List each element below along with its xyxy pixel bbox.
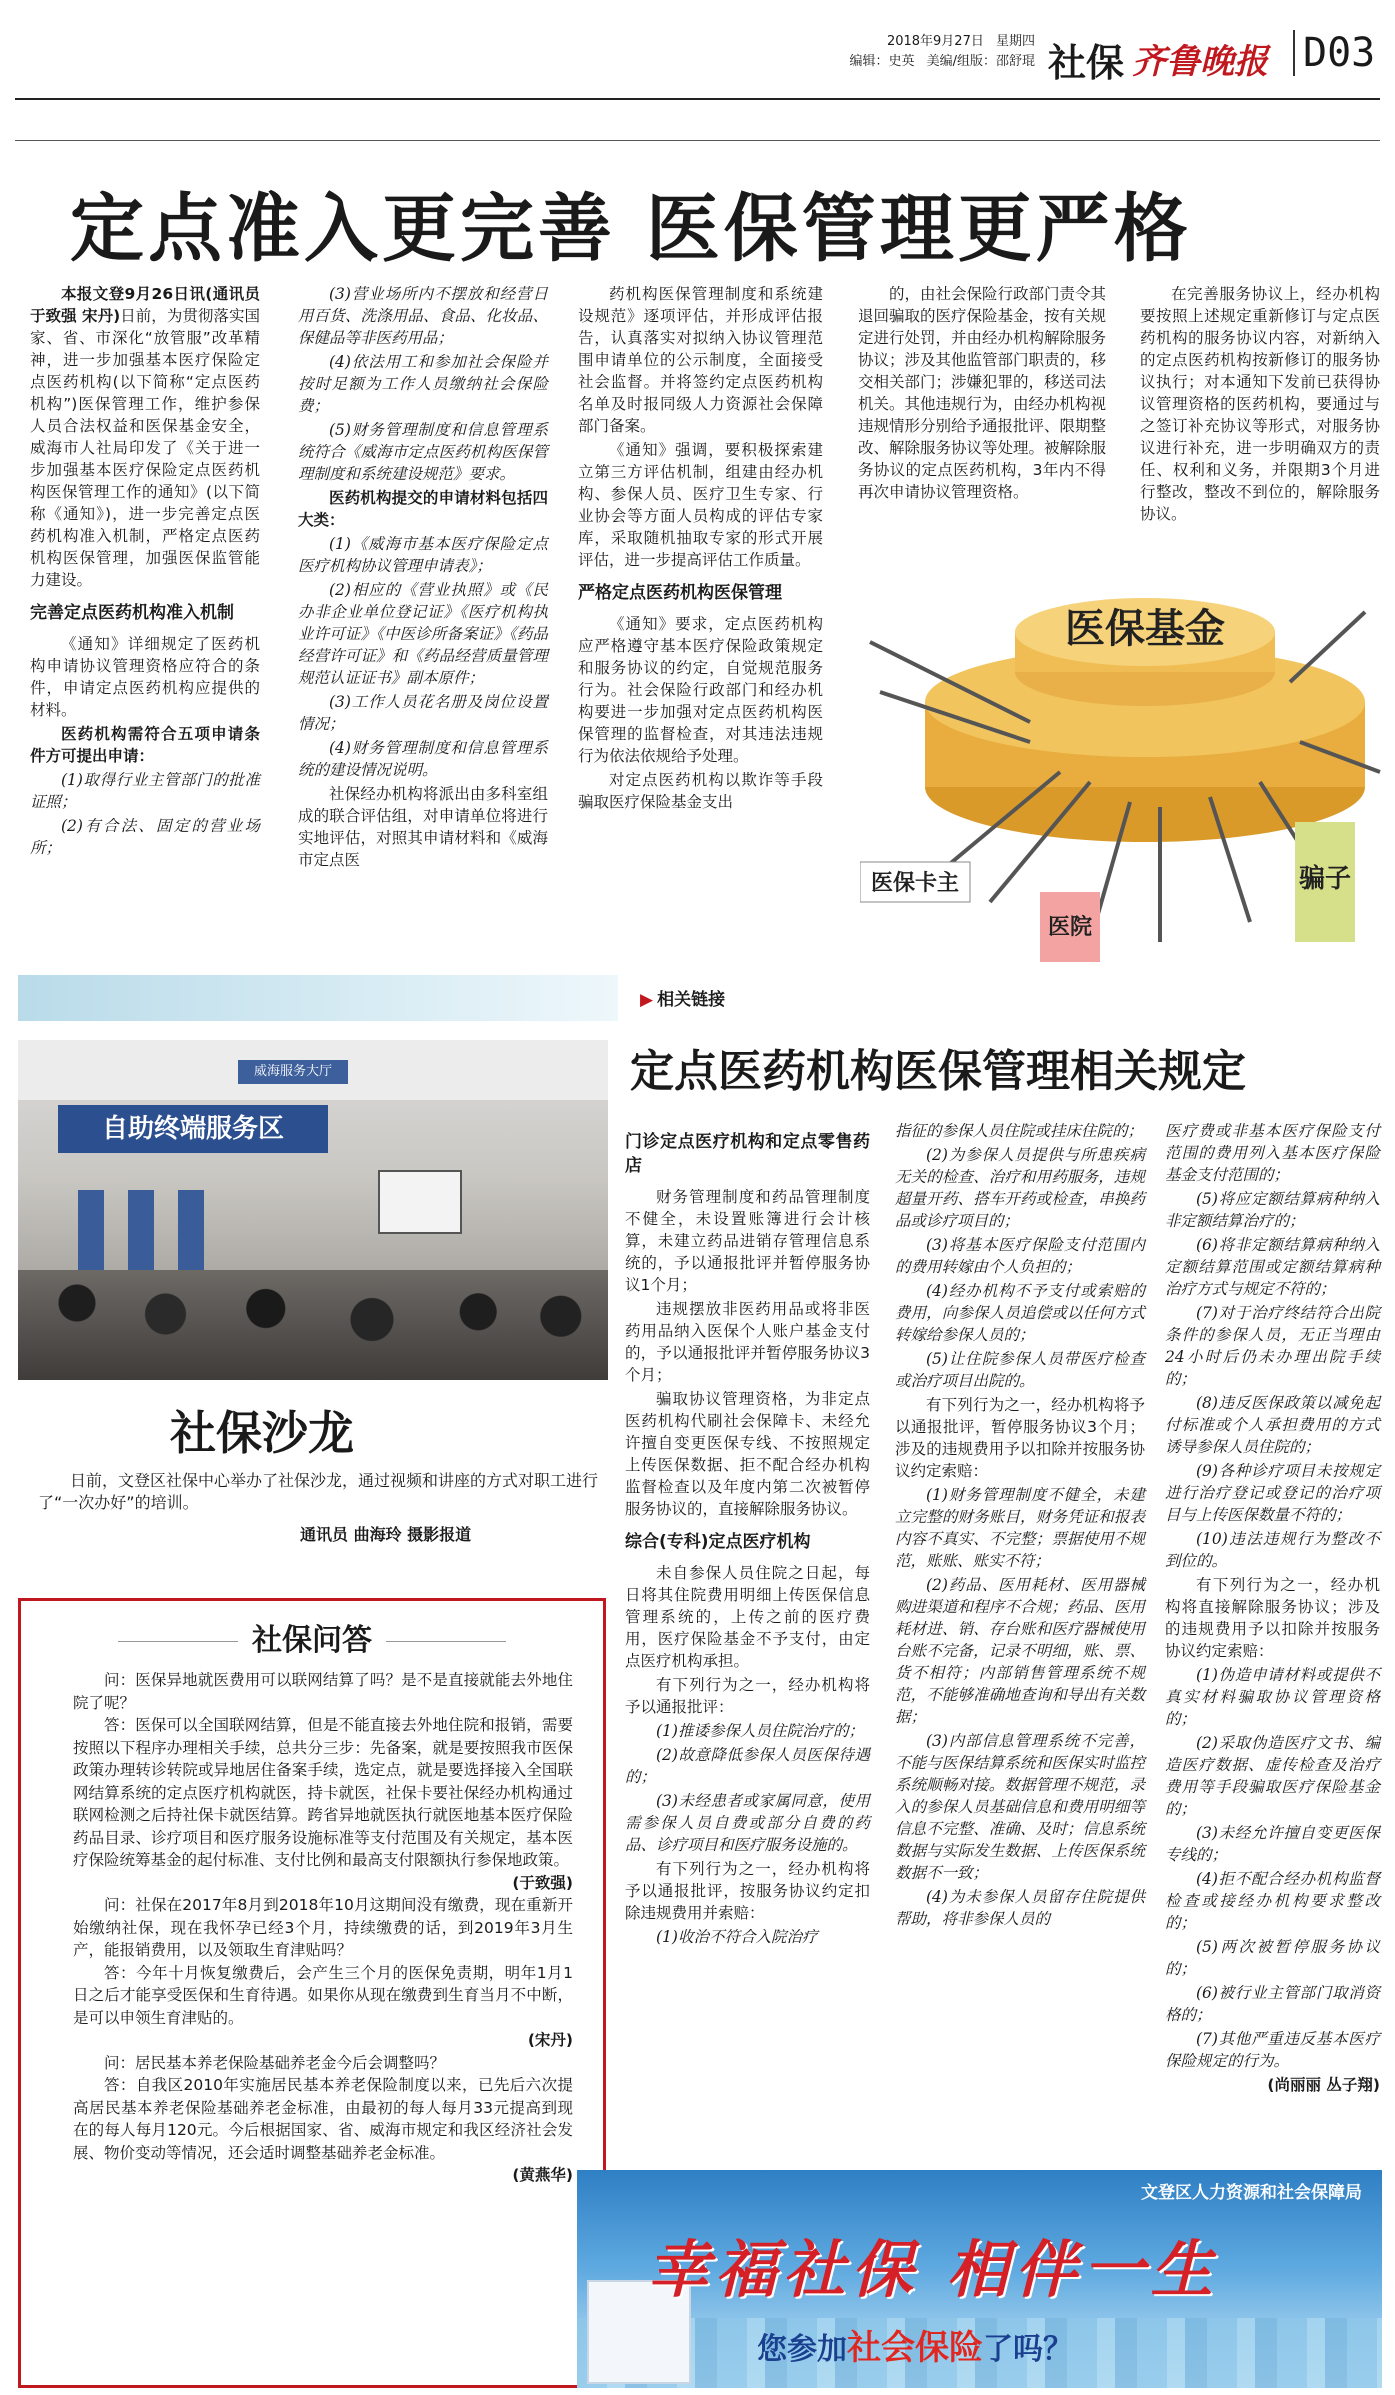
paragraph: (5)两次被暂停服务协议的； [1165,1938,1380,1978]
subhead-hospital: 综合(专科)定点医疗机构 [625,1532,811,1552]
qa-signature: (黄燕华) [512,2166,573,2184]
banner-call-to-action [757,2320,1073,2369]
paragraph: 医疗费或非基本医疗保险支付范围的费用列入基本医疗保险基金支付范围的； [1165,1122,1380,1184]
article-column-4 [858,283,1106,505]
photo-service-sign: 自助终端服务区 [58,1105,328,1153]
paragraph: 药机构医保管理制度和系统建设规范》逐项评估，并形成评估报告，认真落实对拟纳入协议管理范围申请单位的公示制度，全面接受社会监督。并将签约定点医药机构名单及时报同级人力资源社会保障部门备案。 [578,285,823,435]
paragraph: (4)财务管理制度和信息管理系统的建设情况说明。 [298,739,548,779]
paragraph: (3)未经患者或家属同意，使用需参保人员自费或部分自费的药品、诊疗项目和医疗服务设施的。 [625,1792,870,1854]
banner-cta-prefix: 您参加 [757,2332,847,2367]
paragraph: (1)伪造申请材料或提供不真实材料骗取协议管理资格的； [1165,1666,1380,1728]
subhead-admission: 完善定点医药机构准入机制 [30,603,234,623]
paragraph: (4)依法用工和参加社会保险并按时足额为工作人员缴纳社会保险费； [298,353,548,415]
paragraph: (4)为未参保人员留存住院提供帮助，将非参保人员的 [895,1888,1145,1928]
photo-top-sign: 威海服务大厅 [238,1060,348,1084]
paragraph: (4)拒不配合经办机构监督检查或接经办机构要求整改的； [1165,1870,1380,1932]
qa-question: 问：医保异地就医费用可以联网结算了吗？是不是直接就能去外地住院了呢？ [73,1671,573,1712]
decorative-band [18,975,618,1021]
related-column-2 [895,1120,1145,1932]
issue-weekday: 星期四 [995,34,1035,49]
qa-title: 社保问答 [21,1615,603,1659]
card-holder-label: 医保卡主 [870,871,960,896]
lead-byline: 本报文登9月26日讯(通讯员 于致强 宋丹) [30,285,260,325]
qa-question: 问：社保在2017年8月到2018年10月这期间没有缴费，现在重新开始缴纳社保，现在我怀孕已经3个月，持续缴费的话，到2019年3月生产，能报销费用，以及领取生育津贴吗？ [73,1896,573,1959]
qa-body [73,1669,573,2187]
paragraph: (1)取得行业主管部门的批准证照； [30,771,260,811]
hospital-label: 医院 [1047,915,1093,940]
paragraph: (2)采取伪造医疗文书、编造医疗数据、虚传检查及治疗费用等手段骗取医疗保险基金的； [1165,1734,1380,1818]
qa-answer: 答：今年十月恢复缴费后，会产生三个月的医保免责期，明年1月1日之后才能享受医保和生育待遇。如果你从现在缴费到生育当月不中断，是可以申领生育津贴的。 [73,1963,573,2027]
paragraph: (2)药品、医用耗材、医用器械购进渠道和程序不合规；药品、医用耗材进、销、存台账和医疗器械使用台账不完备，记录不明细，账、票、货不相符；内部销售管理系统不规范，不能够准确地查询和导出有关数据； [895,1576,1145,1726]
paragraph: (5)财务管理制度和信息管理系统符合《威海市定点医药机构医保管理制度和系统建设规范》要求。 [298,421,548,483]
paragraph: (1)收治不符合入院治疗 [656,1928,818,1946]
paragraph: 有下列行为之一，经办机构将予以通报批评： [625,1676,870,1716]
paragraph: (6)被行业主管部门取消资格的； [1165,1984,1380,2024]
paragraph: 医药机构提交的申请材料包括四大类： [298,489,548,529]
banner-slogan: 幸福社保 相伴一生 [647,2233,1219,2306]
salon-photo-credit: 通讯员 曲海玲 摄影报道 [300,1525,472,1544]
main-headline: 定点准入更完善 医保管理更严格 [70,186,1192,272]
article-column-2 [298,283,548,873]
fund-cake-drawing [860,572,1385,962]
cake-label: 医保基金 [1065,606,1225,652]
paragraph: (2)有合法、固定的营业场所； [30,817,260,857]
paragraph: (3)未经允许擅自变更医保专线的； [1165,1824,1380,1864]
paragraph: (8)违反医保政策以减免起付标准或个人承担费用的方式诱导参保人员住院的； [1165,1394,1380,1456]
paragraph: 有下列行为之一，经办机构将直接解除服务协议；涉及的违规费用予以扣除并按服务协议约定索赔： [1165,1576,1380,1660]
subhead-management: 严格定点医药机构医保管理 [578,583,782,603]
salon-caption: 日前，文登区社保中心举办了社保沙龙，通过视频和讲座的方式对职工进行了“一次办好”的培训。 [38,1471,599,1512]
subhead-outpatient: 门诊定点医疗机构和定点零售药店 [625,1132,870,1176]
paragraph: (9)各种诊疗项目未按规定进行治疗登记或登记的治疗项目与上传医保数量不符的； [1165,1462,1380,1524]
paragraph: (7)其他严重违反基本医疗保险规定的行为。 [1165,2030,1380,2070]
fund-cake-illustration [860,572,1385,962]
section-name: 社保 [1048,40,1125,85]
designer-credit: 美编/组版：邵舒琨 [926,54,1035,69]
paragraph: 社保经办机构将派出由多科室组成的联合评估组，对申请单位将进行实地评估，对照其申请材料和《威海市定点医 [298,785,548,869]
paragraph: 《通知》强调，要积极探索建立第三方评估机制，组建由经办机构、参保人员、医疗卫生专家、行业协会等方面人员构成的评估专家库，采取随机抽取专家的形式开展评估，进一步提高评估工作质量。 [578,441,823,569]
photo-projection-screen [378,1170,462,1234]
banner-organization: 文登区人力资源和社会保障局 [1141,2183,1362,2203]
photo-audience [18,1270,608,1380]
paragraph: (3)内部信息管理系统不完善，不能与医保结算系统和医保实时监控系统顺畅对接。数据管理不规范，录入的参保人员基础信息和费用明细等信息不完整、准确、及时；信息系统数据与实际发生数据、上传医保系统数据不一致； [895,1732,1145,1882]
paragraph: 《通知》要求，定点医药机构应严格遵守基本医疗保险政策规定和服务协议的约定，自觉规范服务行为。社会保险行政部门和经办机构要进一步加强对定点医药机构医保管理的监督检查，对其违法违规行为依法依规给予处理。 [578,615,823,765]
paragraph: 财务管理制度和药品管理制度不健全，未设置账簿进行会计核算，未建立药品进销存管理信息系统的，予以通报批评并暂停服务协议1个月； [625,1188,870,1294]
paragraph: 有下列行为之一，经办机构将予以通报批评，按服务协议约定扣除违规费用并索赔： [625,1860,870,1922]
paragraph: 违规摆放非医药用品或将非医药用品纳入医保个人账户基金支付的，予以通报批评并暂停服务协议3个月； [625,1300,870,1384]
newspaper-logo: 齐鲁晚报 [1132,42,1268,82]
qa-box [18,1598,606,2388]
article-column-1 [30,283,260,861]
paragraph: 骗取协议管理资格，为非定点医药机构代刷社会保障卡、未经允许擅自变更医保专线、不按照规定上传医保数据、拒不配合经办机构监督检查以及年度内第二次被暂停服务协议的，直接解除服务协议。 [625,1390,870,1518]
paragraph: (10)违法违规行为整改不到位的。 [1165,1530,1380,1570]
paragraph: 未自参保人员住院之日起，每日将其住院费用明细上传医保信息管理系统的，上传之前的医疗费用，医疗保险基金不予支付，由定点医疗机构承担。 [625,1564,870,1670]
paragraph: (6)将非定额结算病种纳入定额结算范围或定额结算病种治疗方式与规定不符的； [1165,1236,1380,1298]
paragraph: (1)财务管理制度不健全，未建立完整的财务账目，财务凭证和报表内容不真实、不完整；票据使用不规范，账账、账实不符； [895,1486,1145,1570]
paragraph: (5)将应定额结算病种纳入非定额结算治疗的； [1165,1190,1380,1230]
related-credit: (尚丽丽 丛子翔) [1267,2076,1380,2094]
banner-cta-suffix: 了吗？ [983,2332,1073,2367]
issue-date: 2018年9月27日 [886,34,984,49]
paragraph: (5)让住院参保人员带医疗检查或治疗项目出院的。 [895,1350,1145,1390]
paragraph: 医药机构需符合五项申请条件方可提出申请： [30,725,260,765]
paragraph: 有下列行为之一，经办机构将予以通报批评，暂停服务协议3个月；涉及的违规费用予以扣除并按服务协议约定索赔： [895,1396,1145,1480]
masthead [800,28,1385,84]
qa-answer: 答：医保可以全国联网结算，但是不能直接去外地住院和报销，需要按照以下程序办理相关手续，总共分三步：先备案，就是要按照我市医保政策办理转诊转院或异地居住备案手续，选定点，就是要选择接入全国联网结算系统的定点医疗机构就医，持卡就医，社保卡要社保经办机构通过联网检测之后持社保卡就医结算。跨省异地就医执行就医地基本医疗保险药品目录、诊疗项目和医疗服务设施标准等支付范围及有关规定，基本医疗保险统筹基金的起付标准、支付比例和最高支付限额执行参保地政策。 [73,1716,573,1869]
paragraph: (7)对于治疗终结符合出院条件的参保人员，无正当理由24小时后仍未办理出院手续的； [1165,1304,1380,1388]
paragraph: (1)《威海市基本医疗保险定点医疗机构协议管理申请表》； [298,535,548,575]
paragraph: (3)工作人员花名册及岗位设置情况； [298,693,548,733]
editor-credit: 编辑：史英 [849,54,915,69]
paragraph: (2)为参保人员提供与所患疾病无关的检查、治疗和用药服务，违规超量开药、搭车开药或检查，串换药品或诊疗项目的； [895,1146,1145,1230]
paragraph: (2)相应的《营业执照》或《民办非企业单位登记证》《医疗机构执业许可证》《中医诊所备案证》《药品经营许可证》和《药品经营质量管理规范认证证书》副本原件； [298,581,548,687]
paragraph: (1)推诿参保人员住院治疗的； [656,1722,864,1740]
banner-cta-accent: 社会保险 [847,2328,983,2368]
related-headline: 定点医药机构医保管理相关规定 [630,1046,1246,1097]
article-column-3 [578,283,823,815]
qa-signature: (于致强) [512,1873,573,1892]
paragraph: 对定点医药机构以欺诈等手段骗取医疗保险基金支出 [578,771,823,811]
qa-signature: (宋丹) [527,2031,573,2049]
photo-kiosk [178,1190,204,1280]
qa-answer: 答：自我区2010年实施居民基本养老保险制度以来，已先后六次提高居民基本养老保险基础养老金标准，由最初的每人每月33元提高到现在的每人每月120元。今后根据国家、省、威海市规定和我区经济社会发展、物价变动等情况，还会适时调整基础养老金标准。 [73,2076,573,2162]
paragraph: (3)将基本医疗保险支付范围内的费用转嫁由个人负担的； [895,1236,1145,1276]
paragraph: 在完善服务协议上，经办机构要按照上述规定重新修订与定点医药机构的服务协议内容，对新纳入的定点医药机构按新修订的服务协议执行；对本通知下发前已获得协议管理资格的医药机构，要通过与之签订补充协议等形式，对服务协议进行补充，进一步明确双方的责任、权利和义务，并限期3个月进行整改，整改不到位的，解除服务协议。 [1140,285,1380,523]
salon-photo [18,1040,608,1380]
photo-kiosk [128,1190,154,1280]
masthead-meta [800,32,1035,72]
related-column-1 [625,1120,870,1950]
related-link-label: ▶ 相关链接 [640,985,725,1010]
paragraph: 指征的参保人员住院或挂床住院的； [895,1122,1144,1140]
photo-kiosk [78,1190,104,1280]
paragraph: (3)营业场所内不摆放和经营日用百货、洗涤用品、食品、化妆品、保健品等非医药用品； [298,285,548,347]
lead-paragraph: 日前，为贯彻落实国家、省、市深化“放管服”改革精神，进一步加强基本医疗保险定点医药机构(以下简称“定点医药机构”)医保管理工作，维护参保人员合法权益和医保基金安全，威海市人社局印发了《关于进一步加强基本医疗保险定点医药机构医保管理工作的通知》(以下简称《通知》)，进一步完善定点医药机构准入机制，严格定点医药机构医保管理，加强医保监管能力建设。 [30,307,260,589]
related-column-3 [1165,1120,1380,2098]
article-column-5 [1140,283,1380,527]
fraudster-label: 骗子 [1298,864,1352,894]
paragraph: (2)故意降低参保人员医保待遇的； [625,1746,870,1786]
paragraph: 的，由社会保险行政部门责令其退回骗取的医疗保险基金，按有关规定进行处罚，并由经办机构解除服务协议；涉及其他监管部门职责的，移交相关部门；涉嫌犯罪的，移送司法机关。其他违规行为，由经办机构视违规情形分别给予通报批评、限期整改、解除服务协议等处理。被解除服务协议的定点医药机构，3年内不得再次申请协议管理资格。 [858,285,1107,501]
paragraph: 《通知》详细规定了医药机构申请协议管理资格应符合的条件，申请定点医药机构应提供的材料。 [30,635,260,719]
header-rule [15,98,1380,100]
paragraph: (4)经办机构不予支付或索赔的费用，向参保人员追偿或以任何方式转嫁给参保人员的； [895,1282,1145,1344]
page-number: D03 [1293,30,1375,76]
header-rule-thin [15,140,1380,141]
social-security-banner-ad [577,2170,1382,2388]
salon-title: 社保沙龙 [170,1406,354,1460]
qa-question: 问：居民基本养老保险基础养老金今后会调整吗？ [104,2053,446,2072]
